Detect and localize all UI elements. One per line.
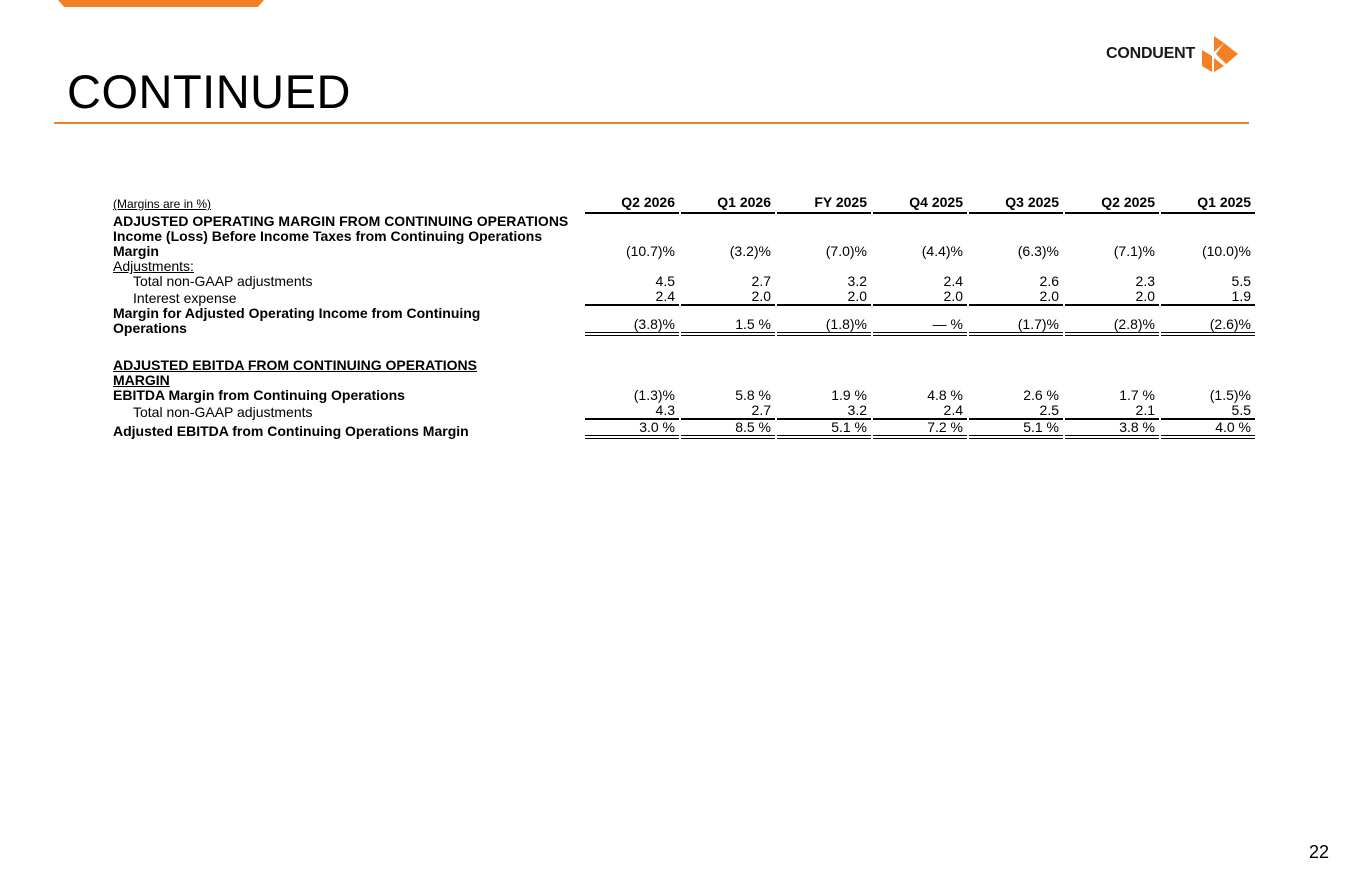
table-cell: 1.7 % [1119,387,1155,403]
section-heading: ADJUSTED EBITDA FROM CONTINUING OPERATIONS MARGIN [113,357,478,388]
table-cell: 5.5 [1161,403,1255,420]
column-header: Q3 2025 [969,188,1063,214]
column-header: Q4 2025 [873,188,967,214]
table-cell: (7.1)% [1113,243,1155,259]
total-row [110,306,1255,336]
table-cell: (10.7)% [625,243,675,259]
title-divider [54,122,1249,124]
spacer-row [110,336,1255,358]
table-cell: (1.5)% [1209,387,1251,403]
table-row [110,229,1255,259]
column-header: Q2 2025 [1065,188,1159,214]
table-cell: 2.3 [1135,273,1155,289]
section-heading: ADJUSTED OPERATING MARGIN FROM CONTINUING OPERATIONS [113,213,569,229]
table-cell: 1.5 % [681,306,775,336]
table-cell: 5.5 [1231,273,1251,289]
table-cell: 1.9 % [831,387,867,403]
column-header: Q1 2026 [681,188,775,214]
table-cell: 4.3 [585,403,679,420]
table-cell: 2.7 [751,273,771,289]
table-cell: (1.7)% [969,306,1063,336]
table-cell: 3.8 % [1065,420,1159,439]
row-label: EBITDA Margin from Continuing Operations [113,387,405,403]
table-cell: 2.0 [969,289,1063,306]
margins-table [110,188,1255,439]
conduent-logo-icon [1202,34,1240,74]
table-cell: (2.6)% [1161,306,1255,336]
table-cell: 3.2 [777,403,871,420]
table-row [110,289,1255,306]
table-cell: — % [873,306,967,336]
table-cell: 2.0 [1065,289,1159,306]
table-cell: (3.8)% [585,306,679,336]
table-cell: 5.1 % [777,420,871,439]
table-cell: 2.6 % [1023,387,1059,403]
row-label: Total non-GAAP adjustments [133,404,313,420]
table-cell: 5.1 % [969,420,1063,439]
table-cell: 1.9 [1161,289,1255,306]
table-cell: 3.2 [847,273,867,289]
row-label: Adjustments: [113,258,194,274]
table-cell: 2.1 [1065,403,1159,420]
table-cell: 2.0 [777,289,871,306]
table-cell: 2.4 [873,403,967,420]
table-cell: (6.3)% [1017,243,1059,259]
logo-wordmark: CONDUENT [1106,45,1196,62]
row-label: Total non-GAAP adjustments [133,273,313,289]
table-cell: (2.8)% [1065,306,1159,336]
row-label: Income (Loss) Before Income Taxes from Continuing Operations Margin [113,228,543,259]
table-cell: 2.5 [969,403,1063,420]
table-cell: 2.4 [585,289,679,306]
table-cell: 5.8 % [735,387,771,403]
table-cell: 2.4 [943,273,963,289]
page-title: CONTINUED [67,65,351,118]
table-row [110,274,1255,289]
table-cell: 2.0 [681,289,775,306]
table-cell: (10.0)% [1201,243,1251,259]
table-cell: 7.2 % [873,420,967,439]
row-label: Adjusted EBITDA from Continuing Operations Margin [113,423,469,439]
row-label: Interest expense [133,290,237,306]
column-header: FY 2025 [777,188,871,214]
column-header: Q1 2025 [1161,188,1255,214]
table-cell: (3.2)% [729,243,771,259]
table-row [110,403,1255,420]
page-number: 22 [1309,842,1330,862]
section-heading-row [110,214,1255,229]
table-row [110,259,1255,274]
column-header: Q2 2026 [585,188,679,214]
table-cell: (7.0)% [825,243,867,259]
table-cell: 4.0 % [1161,420,1255,439]
table-cell: (4.4)% [921,243,963,259]
table-cell: (1.3)% [633,387,675,403]
table-cell: (1.8)% [777,306,871,336]
table-cell: 3.0 % [585,420,679,439]
table-row [110,388,1255,403]
table-cell: 4.8 % [927,387,963,403]
table-cell: 4.5 [655,273,675,289]
table-cell: 2.0 [873,289,967,306]
total-row [110,420,1255,439]
section-heading-row [110,358,1255,388]
row-label: Margin for Adjusted Operating Income from Continuing Operations [113,305,481,336]
top-accent-bar [58,0,264,7]
table-cell: 2.6 [1039,273,1059,289]
table-cell: 2.7 [681,403,775,420]
table-cell: 8.5 % [681,420,775,439]
units-note: (Margins are in %) [113,197,212,211]
conduent-logo [1106,34,1240,74]
